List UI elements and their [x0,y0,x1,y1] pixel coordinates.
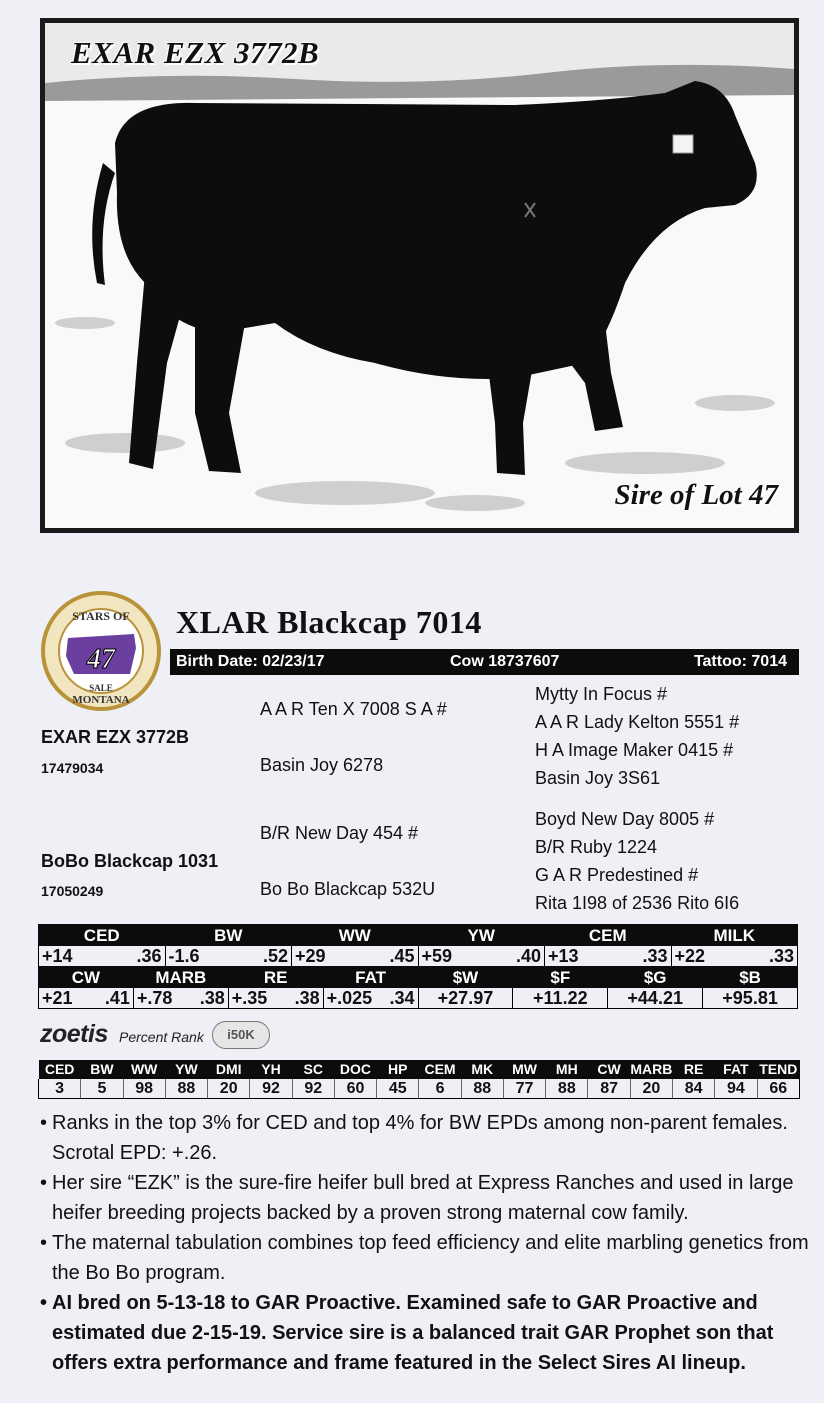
dam-sire-sire: Boyd New Day 8005 # [535,809,715,829]
epd-header: MARB [133,967,228,988]
dam-sire: B/R New Day 454 # [260,823,419,843]
rank-header: CW [588,1060,630,1079]
epd-cell: -1.6 .52 [165,946,292,967]
rank-header: FAT [715,1060,757,1079]
rank-value: 92 [250,1079,292,1099]
epd-header: RE [228,967,323,988]
rank-header: CEM [419,1060,461,1079]
rank-value: 88 [546,1079,588,1099]
epd-table-2 [38,966,798,1009]
lot-name: XLAR Blackcap 7014 [176,604,482,640]
rank-value: 92 [292,1079,334,1099]
sire-sire-sire: Mytty In Focus # [535,684,668,704]
rank-value: 87 [588,1079,630,1099]
rank-value: 88 [461,1079,503,1099]
dam-dam-sire: G A R Predestined # [535,865,699,885]
rank-header: CED [39,1060,81,1079]
cattle-photo [40,18,799,533]
epd-header: FAT [323,967,418,988]
dam-name: BoBo Blackcap 1031 [41,851,219,871]
rank-header: MW [503,1060,545,1079]
rank-value: 66 [757,1079,799,1099]
rank-header: MARB [630,1061,673,1077]
rank-header: YW [165,1060,207,1079]
sire-dam: Basin Joy 6278 [260,755,384,775]
rank-header: WW [123,1060,165,1079]
rank-header: DMI [208,1060,250,1079]
rank-value: 60 [334,1079,376,1099]
epd-cell: +.78 .38 [133,988,228,1009]
epd-header: YW [418,925,545,946]
note-item: • Her sire “EZK” is the sure-fire heifer bull bred at Express Ranches and used in large heifer breeding projects backed by a proven strong maternal cow family. [40,1168,810,1228]
stars-of-montana-logo [34,590,168,712]
epd-header: CEM [545,925,672,946]
i50k-badge: i50K [212,1021,270,1049]
note-item: • Ranks in the top 3% for CED and top 4% for BW EPDs among non-parent females. Scrotal EPD: +.26. [40,1108,810,1168]
photo-caption: Sire of Lot 47 [614,479,778,511]
percent-rank-table [38,1060,800,1099]
rank-value: 94 [715,1079,757,1099]
sire-name: EXAR EZX 3772B [41,727,190,747]
epd-cell: +13 .33 [545,946,672,967]
rank-value: 45 [377,1079,419,1099]
epd-cell: +11.22 [513,988,608,1009]
epd-cell: +14 .36 [39,946,166,967]
sire-sire: A A R Ten X 7008 S A # [260,699,447,719]
epd-header: $B [703,967,798,988]
dam-dam: Bo Bo Blackcap 532U [260,879,436,899]
note-item: • The maternal tabulation combines top feed efficiency and elite marbling genetics from the Bo Bo program. [40,1228,810,1288]
percent-rank-label: Percent Rank [119,1029,204,1045]
epd-header: $G [608,967,703,988]
epd-header: CW [39,967,134,988]
rank-header: DOC [334,1060,376,1079]
epd-cell: +21 .41 [39,988,134,1009]
rank-value: 20 [208,1079,250,1099]
epd-header: WW [292,925,419,946]
epd-header: MILK [671,925,798,946]
dam-reg: 17050249 [41,883,104,899]
zoetis-logo: zoetis [40,1020,108,1048]
epd-cell: +22 .33 [671,946,798,967]
epd-cell: +59 .40 [418,946,545,967]
rank-header: MH [546,1060,588,1079]
epd-cell: +95.81 [703,988,798,1009]
rank-header: HP [377,1060,419,1079]
sire-dam-sire: H A Image Maker 0415 # [535,740,734,760]
dam-sire-dam: B/R Ruby 1224 [535,837,658,857]
epd-cell: +27.97 [418,988,513,1009]
epd-header: CED [39,925,166,946]
rank-header: RE [672,1060,714,1079]
epd-cell: +44.21 [608,988,703,1009]
epd-header: BW [165,925,292,946]
rank-value: 20 [630,1079,672,1099]
sire-dam-dam: Basin Joy 3S61 [535,768,661,788]
rank-header: SC [292,1060,334,1079]
black-angus-bull-illustration [45,23,794,528]
dam-dam-dam: Rita 1I98 of 2536 Rito 6I6 [535,893,740,913]
photo-title: EXAR EZX 3772B [71,35,320,70]
logo-bottom-text: MONTANA [72,694,130,706]
rank-value: 5 [81,1079,123,1099]
rank-value: 84 [672,1079,714,1099]
rank-value: 3 [39,1079,81,1099]
rank-value: 77 [503,1079,545,1099]
logo-top-text: STARS OF [72,609,130,623]
notes-list [40,1108,810,1378]
note-item: • AI bred on 5-13-18 to GAR Proactive. Examined safe to GAR Proactive and estimated due 2-15-19. Service sire is a balanced trait GAR Prophet son that offers extra performance and frame featured in the Select Sires AI lineup. [40,1288,810,1378]
logo-badge: SALE [89,683,113,693]
rank-value: 98 [123,1079,165,1099]
epd-cell: +29 .45 [292,946,419,967]
rank-header: MK [461,1060,503,1079]
tattoo: Tattoo: 7014 [693,653,787,670]
epd-cell: +.35 .38 [228,988,323,1009]
registration-number: Cow 18737607 [450,653,560,670]
rank-value: 88 [165,1079,207,1099]
birth-date: Birth Date: 02/23/17 [176,653,325,670]
info-bar [170,649,799,675]
sire-sire-dam: A A R Lady Kelton 5551 # [535,712,740,732]
epd-table-1 [38,924,798,967]
epd-header: $W [418,967,513,988]
epd-cell: +.025 .34 [323,988,418,1009]
rank-header: BW [81,1060,123,1079]
epd-header: $F [513,967,608,988]
logo-lot-number: 47 [87,644,115,675]
rank-header: TEND [757,1060,799,1079]
rank-header: YH [250,1060,292,1079]
rank-value: 6 [419,1079,461,1099]
sire-reg: 17479034 [41,760,104,776]
